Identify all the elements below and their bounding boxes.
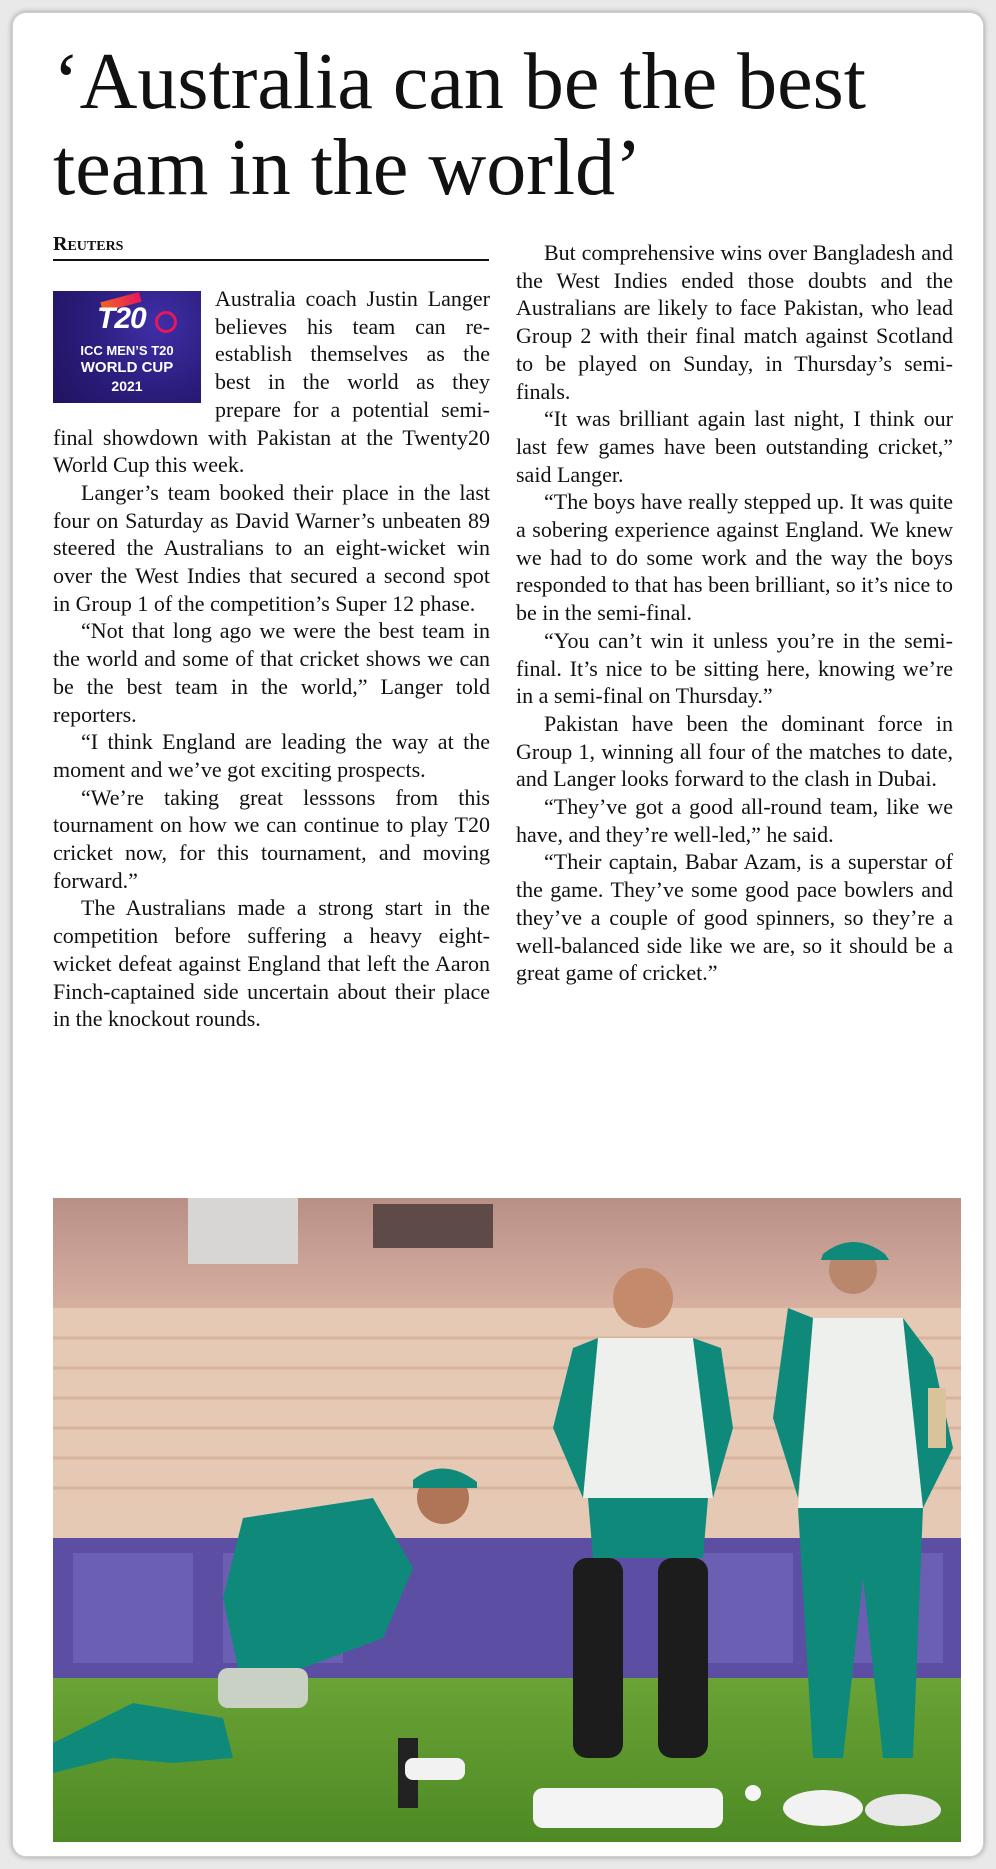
article-column-left [53, 285, 490, 1033]
cricket-ball-icon [155, 311, 177, 333]
logo-line-year: 2021 [111, 378, 143, 394]
paragraph: “I think England are leading the way at the moment and we’ve got exciting prospects. [53, 729, 490, 782]
t20-world-cup-logo [53, 291, 201, 403]
paragraph: Langer’s team booked their place in the last four on Saturday as David Warner’s unbeaten 89 steered the Australians to an eight-wicket win over the West Indies that secured a second spot in Group 1 of the competition’s Super 12 phase. [53, 479, 490, 616]
newspaper-clipping [12, 12, 984, 1857]
paragraph: “The boys have really stepped up. It was quite a sobering experience against England. We knew we had to do some work and the way the boys responded to that has been brilliant, so it’s nice to be in the semi-final. [516, 489, 953, 626]
team-training-photo [53, 1198, 961, 1842]
paragraph: “It was brilliant again last night, I think our last few games have been outstanding cricket,” said Langer. [516, 406, 953, 487]
paragraph: “We’re taking great lesssons from this tournament on how we can continue to play T20 cricket now, for this tournament, and moving forward.” [53, 784, 490, 893]
paragraph: “They’ve got a good all-round team, like we have, and they’re well-led,” he said. [516, 794, 953, 847]
byline-rule [53, 259, 489, 261]
logo-line-world-cup: WORLD CUP [80, 359, 174, 376]
paragraph: The Australians made a strong start in the competition before suffering a heavy eight-wicket defeat against England that left the Aaron Finch-captained side uncertain about their place in the knockout rounds. [53, 895, 490, 1032]
headline: ‘Australia can be the best team in the world’ [53, 38, 867, 212]
article-column-right [516, 239, 953, 987]
paragraph: “Not that long ago we were the best team in the world and some of that cricket shows we can be the best team in the world,” Langer told reporters. [53, 618, 490, 727]
logo-mark: T20 [97, 302, 146, 335]
paragraph: But comprehensive wins over Bangladesh and the West Indies ended those doubts and the Australians are likely to face Pakistan, who lead Group 2 with their final match against Scotland to be played on Sunday, in Thursday’s semi-finals. [516, 240, 953, 404]
window [373, 1204, 493, 1248]
paragraph: Australia coach Justin Langer believes his team can re-establish themselves as the best in the world as they prepare for a potential semi-final showdown with Pakistan at the Twenty20 World Cup this week. [53, 286, 490, 478]
cricket-ball [745, 1785, 761, 1801]
byline-credit: Reuters [53, 233, 124, 255]
logo-line-icc: ICC MEN’S T20 [80, 343, 174, 358]
paragraph: “Their captain, Babar Azam, is a superstar of the game. They’ve some good pace bowlers and they’ve a couple of good spinners, so they’re a well-balanced side like we are, so it should be a great game of cricket.” [516, 849, 953, 986]
ac-unit [188, 1198, 298, 1264]
paragraph: Pakistan have been the dominant force in Group 1, winning all four of the matches to date, and Langer looks forward to the clash in Dubai. [516, 710, 953, 792]
paragraph: “You can’t win it unless you’re in the semi-final. It’s nice to be sitting here, knowing we’re in a semi-final on Thursday.” [516, 627, 953, 709]
